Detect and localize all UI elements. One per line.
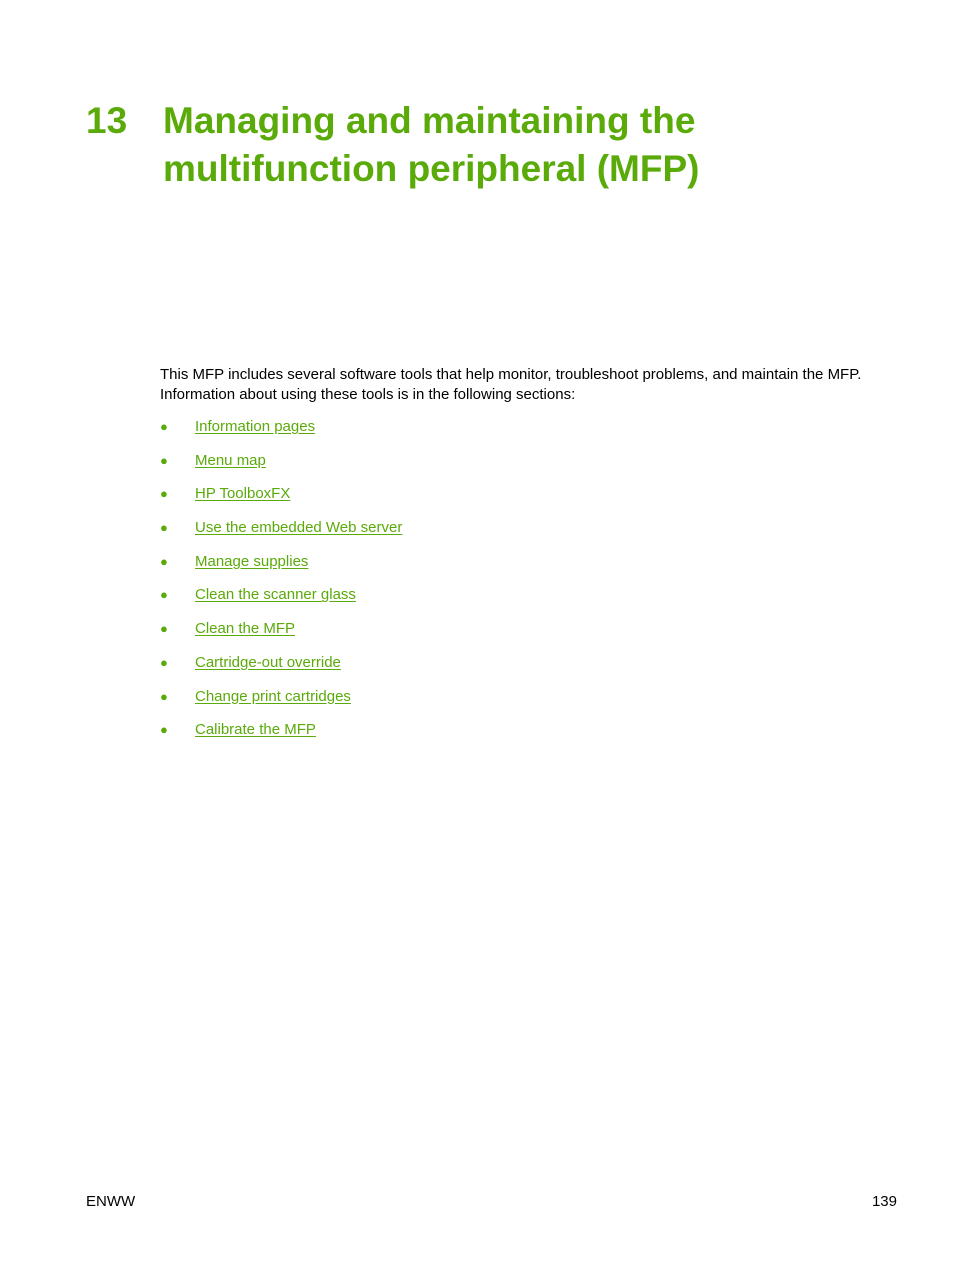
bullet-icon: ● (160, 654, 168, 670)
link-manage-supplies[interactable]: Manage supplies (195, 552, 309, 570)
link-embedded-web-server[interactable]: Use the embedded Web server (195, 519, 403, 537)
chapter-title-line-2: multifunction peripheral (MFP) (163, 148, 700, 189)
bullet-icon: ● (160, 688, 168, 704)
chapter-number: 13 (86, 100, 128, 141)
link-information-pages[interactable]: Information pages (195, 418, 316, 435)
link-menu-map[interactable]: Menu map (195, 451, 266, 469)
link-clean-mfp[interactable]: Clean the MFP (195, 620, 296, 638)
list-item-clean-mfp (160, 619, 402, 653)
list-item-change-print-cartridges (160, 687, 402, 721)
footer-locale: ENWW (86, 1193, 136, 1210)
list-item-manage-supplies (160, 552, 402, 586)
bullet-icon: ● (160, 452, 168, 468)
bullet-icon: ● (160, 486, 168, 502)
intro-paragraph: This MFP includes several software tools that help monitor, troubleshoot problems, and maintain the MFP. Information about using these tools is in the following sections: (160, 366, 862, 403)
chapter-heading (86, 97, 906, 193)
list-item-hp-toolboxfx (160, 484, 402, 518)
link-cartridge-out-override[interactable]: Cartridge-out override (195, 653, 341, 671)
chapter-title-line-1: Managing and maintaining the (163, 100, 696, 141)
bullet-icon: ● (160, 419, 168, 434)
list-item-embedded-web-server (160, 518, 402, 552)
link-hp-toolboxfx[interactable]: HP ToolboxFX (195, 485, 291, 503)
list-item-cartridge-out-override (160, 653, 402, 687)
bullet-icon: ● (160, 722, 168, 738)
list-item-calibrate-mfp (160, 720, 402, 754)
list-item-clean-scanner-glass (160, 585, 402, 619)
link-calibrate-mfp[interactable]: Calibrate the MFP (195, 721, 316, 739)
bullet-icon: ● (160, 621, 168, 637)
page-number: 139 (871, 1193, 897, 1210)
list-item-information-pages (160, 417, 402, 451)
section-link-list (160, 417, 402, 754)
link-change-print-cartridges[interactable]: Change print cartridges (195, 687, 351, 705)
link-clean-scanner-glass[interactable]: Clean the scanner glass (195, 586, 356, 604)
bullet-icon: ● (160, 587, 168, 603)
bullet-icon: ● (160, 520, 168, 536)
list-item-menu-map (160, 451, 402, 485)
bullet-icon: ● (160, 553, 168, 569)
chapter-title (163, 97, 906, 193)
